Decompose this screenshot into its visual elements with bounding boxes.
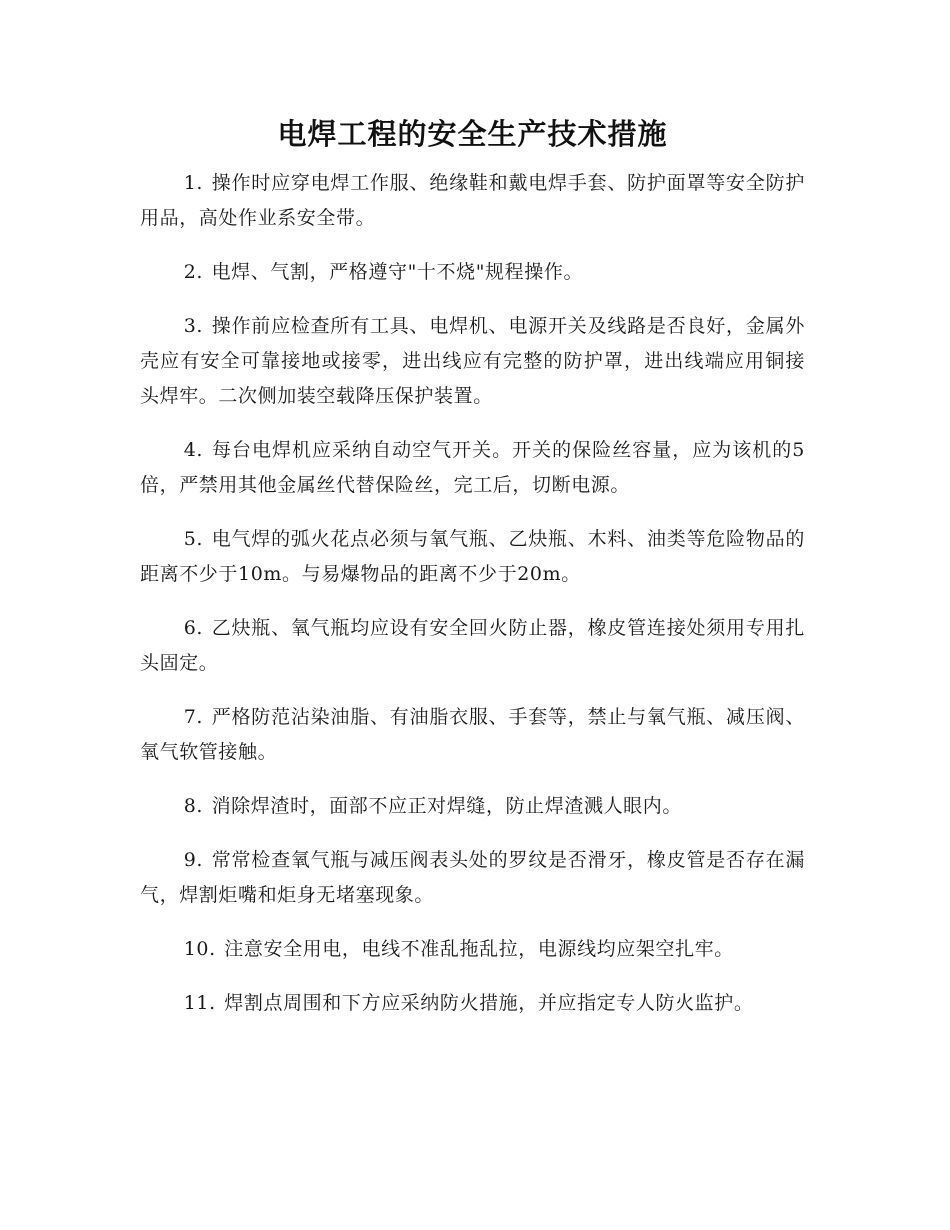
list-item (140, 843, 805, 913)
item-text: 电气焊的弧火花点必须与氧气瓶、乙炔瓶、木料、油类等危险物品的距离不少于10m。与易爆物品的距离不少于20m。 (140, 528, 805, 585)
item-text: 操作时应穿电焊工作服、绝缘鞋和戴电焊手套、防护面罩等安全防护用品，高处作业系安全带。 (140, 172, 805, 229)
item-number: 7. (183, 706, 204, 728)
item-text: 操作前应检查所有工具、电焊机、电源开关及线路是否良好，金属外壳应有安全可靠接地或接零，进出线应有完整的防护罩，进出线端应用铜接头焊牢。二次侧加装空载降压保护装置。 (140, 315, 805, 407)
item-number: 5. (183, 528, 204, 550)
list-item (140, 255, 805, 290)
item-number: 3. (183, 315, 204, 337)
item-number: 8. (183, 795, 204, 817)
item-text: 焊割点周围和下方应采纳防火措施，并应指定专人防火监护。 (224, 992, 754, 1014)
item-text: 每台电焊机应采纳自动空气开关。开关的保险丝容量，应为该机的5倍，严禁用其他金属丝代替保险丝，完工后，切断电源。 (140, 439, 805, 496)
item-text: 严格防范沾染油脂、有油脂衣服、手套等，禁止与氧气瓶、减压阀、氧气软管接触。 (140, 706, 805, 763)
item-number: 10. (183, 938, 216, 960)
list-item (140, 789, 805, 824)
list-item (140, 433, 805, 503)
document-title: 电焊工程的安全生产技术措施 (277, 117, 668, 151)
item-text: 电焊、气割，严格遵守"十不烧"规程操作。 (211, 261, 584, 283)
document-page (140, 108, 805, 1040)
list-item (140, 166, 805, 236)
item-text: 消除焊渣时，面部不应正对焊缝，防止焊渣溅人眼内。 (211, 795, 682, 817)
item-number: 11. (183, 992, 216, 1014)
item-number: 1. (183, 172, 204, 194)
item-number: 6. (183, 617, 204, 639)
list-item (140, 309, 805, 414)
list-item (140, 932, 805, 967)
item-number: 4. (183, 439, 204, 461)
list-item (140, 700, 805, 770)
list-item (140, 986, 805, 1021)
list-item (140, 611, 805, 681)
item-text: 乙炔瓶、氧气瓶均应设有安全回火防止器，橡皮管连接处须用专用扎头固定。 (140, 617, 805, 674)
item-text: 注意安全用电，电线不准乱拖乱拉，电源线均应架空扎牢。 (224, 938, 734, 960)
item-number: 9. (183, 849, 204, 871)
item-number: 2. (183, 261, 204, 283)
measures-list (140, 166, 805, 1021)
list-item (140, 522, 805, 592)
item-text: 常常检查氧气瓶与减压阀表头处的罗纹是否滑牙，橡皮管是否存在漏气，焊割炬嘴和炬身无堵塞现象。 (140, 849, 805, 906)
